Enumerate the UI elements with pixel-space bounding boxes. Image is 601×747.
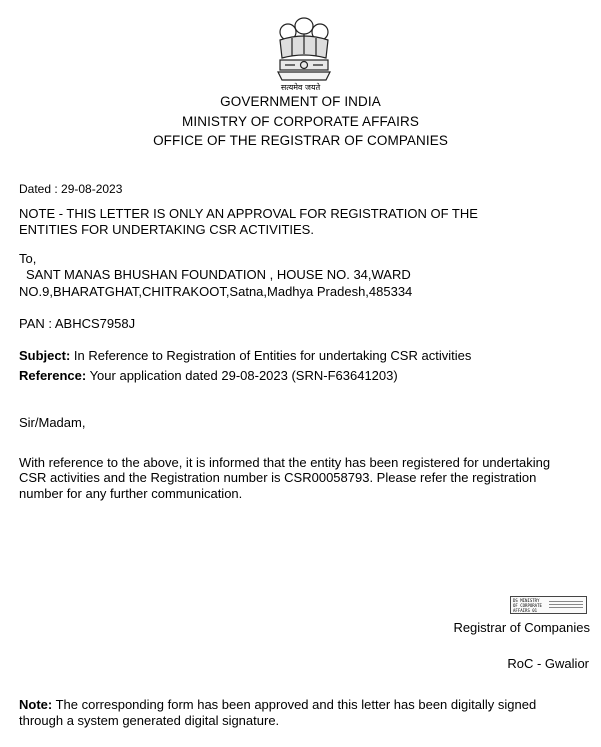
body-line-3: number for any further communication. (19, 486, 243, 501)
lion-capital-icon (268, 12, 340, 84)
signature-stamp-text: DS MINISTRY OF CORPORATE AFFAIRS 01 (513, 598, 542, 613)
footer-note-text-1: The corresponding form has been approved and this letter has been digitally signed (52, 697, 537, 712)
emblem-motto: सत्यमेव जयते (280, 83, 321, 92)
reference-line (19, 368, 398, 383)
digital-signature-stamp (510, 596, 587, 614)
address-line-1: SANT MANAS BHUSHAN FOUNDATION , HOUSE NO. 34,WARD (26, 267, 411, 282)
note-line-2: ENTITIES FOR UNDERTAKING CSR ACTIVITIES. (19, 222, 314, 237)
subject-label: Subject: (19, 348, 71, 363)
roc-office: RoC - Gwalior (507, 656, 589, 671)
body-line-2: CSR activities and the Registration number is CSR00058793. Please refer the registration (19, 470, 537, 485)
dated: Dated : 29-08-2023 (19, 182, 123, 196)
address-line-2: NO.9,BHARATGHAT,CHITRAKOOT,Satna,Madhya Pradesh,485334 (19, 284, 413, 299)
note-line-1: NOTE - THIS LETTER IS ONLY AN APPROVAL FOR REGISTRATION OF THE (19, 206, 478, 221)
footer-note-line-2: through a system generated digital signature. (19, 713, 280, 728)
header-office: OFFICE OF THE REGISTRAR OF COMPANIES (153, 133, 448, 148)
header-ministry: MINISTRY OF CORPORATE AFFAIRS (182, 114, 419, 129)
body-line-1: With reference to the above, it is informed that the entity has been registered for undertaking (19, 455, 551, 470)
reference-label: Reference: (19, 368, 87, 383)
header-government: GOVERNMENT OF INDIA (220, 94, 381, 109)
signature-stamp-lines (549, 599, 583, 611)
subject-line (19, 348, 471, 363)
pan: PAN : ABHCS7958J (19, 316, 136, 331)
footer-note-label: Note: (19, 697, 53, 712)
reference-text: Your application dated 29-08-2023 (SRN-F63641203) (86, 368, 398, 383)
registrar-title: Registrar of Companies (453, 620, 590, 635)
footer-note-line-1 (19, 697, 536, 712)
subject-text: In Reference to Registration of Entities for undertaking CSR activities (70, 348, 472, 363)
to-label: To, (19, 251, 37, 266)
salutation: Sir/Madam, (19, 415, 86, 430)
